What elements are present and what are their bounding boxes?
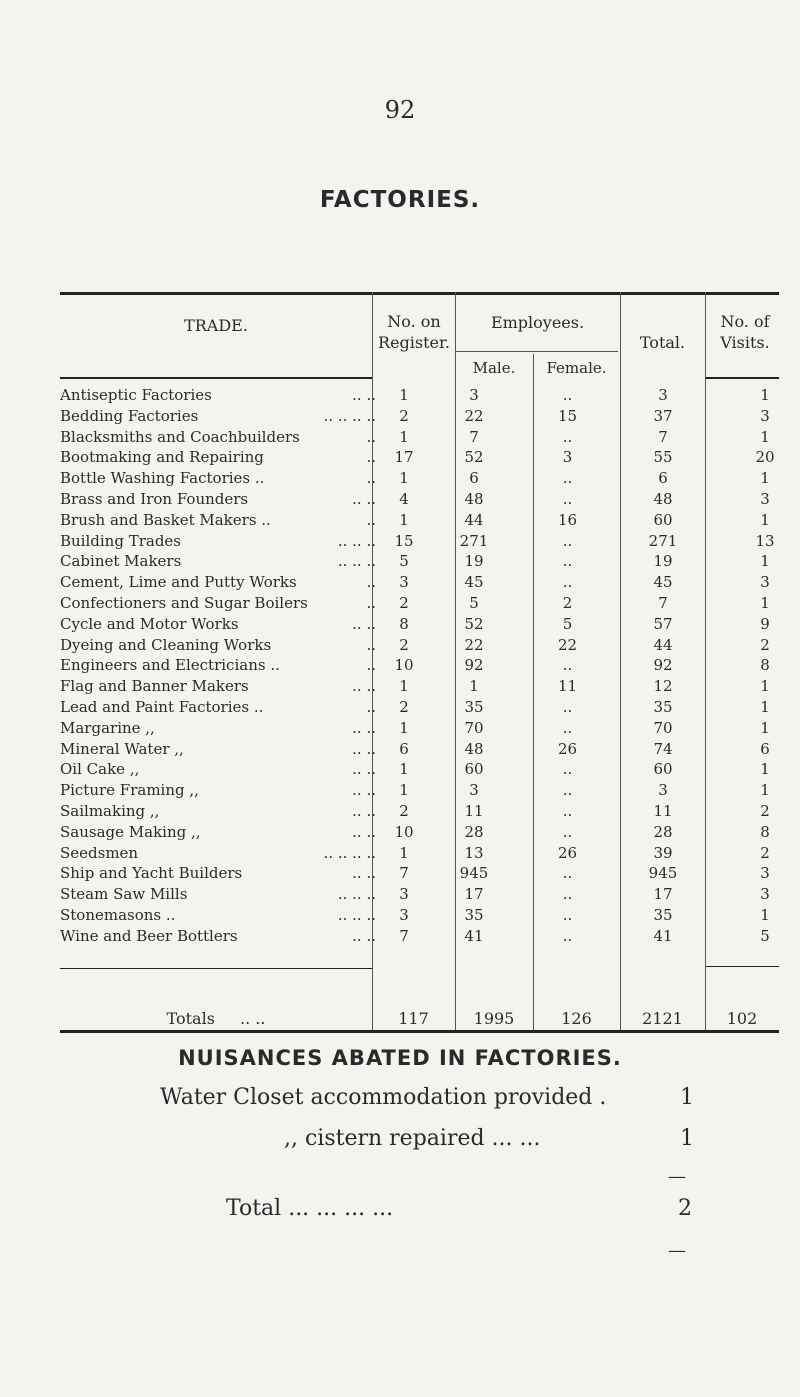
totals-dots: .. .. (240, 1009, 266, 1028)
visits-count: 6 (760, 739, 770, 758)
register-count: 2 (399, 802, 409, 820)
leader-dots: .. (366, 469, 376, 488)
leader-dots: .. (366, 698, 376, 716)
table-row (60, 593, 780, 614)
total-count: 37 (653, 406, 673, 425)
female-count: .. (562, 698, 573, 716)
visits-count: 20 (755, 448, 775, 467)
trade-cell (60, 551, 376, 572)
visits-count: 1 (760, 427, 770, 446)
female-count: 11 (557, 677, 578, 696)
table-row (60, 447, 780, 468)
register-count: 2 (399, 594, 409, 612)
header-visits: No. of Visits. (720, 312, 770, 352)
total-count: 28 (653, 822, 673, 841)
table-row (60, 801, 780, 822)
total-count: 35 (653, 698, 673, 716)
visits-count: 1 (760, 718, 770, 737)
trade-name: Lead and Paint Factories .. (60, 698, 264, 716)
male-count: 1 (469, 677, 479, 696)
female-count: .. (562, 760, 573, 779)
table-row (60, 905, 780, 926)
female-count: .. (562, 656, 573, 675)
male-count: 48 (464, 490, 484, 508)
register-count: 1 (399, 843, 409, 862)
trade-cell (60, 635, 376, 656)
trade-name: Oil Cake ,, (60, 760, 140, 779)
table-row (60, 822, 780, 843)
trade-name: Building Trades (60, 531, 182, 550)
register-count: 3 (399, 885, 409, 904)
total-count: 48 (653, 490, 673, 508)
trade-name: Mineral Water ,, (60, 739, 184, 758)
visits-count: 1 (760, 510, 770, 529)
visits-count: 1 (760, 698, 770, 716)
trade-cell (60, 406, 376, 427)
visits-count: 1 (760, 469, 770, 488)
trade-name: Picture Framing ,, (60, 781, 199, 800)
register-count: 17 (394, 448, 414, 467)
total-count: 55 (653, 448, 673, 467)
female-count: 26 (557, 843, 578, 862)
table-row (60, 655, 780, 676)
register-count: 1 (399, 510, 409, 529)
table-row (60, 551, 780, 572)
visits-count: 8 (760, 822, 770, 841)
register-count: 7 (399, 926, 409, 945)
register-count: 2 (399, 698, 409, 716)
trade-cell (60, 780, 376, 801)
male-count: 52 (464, 614, 484, 633)
table-row (60, 718, 780, 739)
header-total: Total. (639, 333, 686, 352)
total-count: 60 (653, 760, 673, 779)
male-count: 22 (464, 406, 484, 425)
leader-dots: .. .. (352, 386, 376, 404)
register-count: 1 (399, 677, 409, 696)
register-count: 5 (399, 552, 409, 571)
female-count: .. (562, 906, 573, 924)
register-count: 2 (399, 406, 409, 425)
trade-cell (60, 572, 376, 593)
visits-count: 1 (760, 677, 770, 696)
register-count: 7 (399, 864, 409, 883)
trade-name: Stonemasons .. (60, 906, 176, 924)
leader-dots: .. .. (352, 718, 376, 737)
header-rule-trade (60, 377, 372, 379)
leader-dots: .. (366, 427, 376, 446)
trade-name: Bottle Washing Factories .. (60, 469, 265, 488)
trade-name: Blacksmiths and Coachbuilders (60, 427, 300, 446)
total-count: 70 (653, 718, 673, 737)
trade-cell (60, 863, 376, 884)
totals-visits: 102 (726, 1009, 758, 1028)
total-count: 7 (658, 594, 668, 612)
register-count: 2 (399, 635, 409, 654)
totals-rule-trade (60, 968, 372, 969)
male-count: 3 (469, 386, 479, 404)
visits-count: 1 (760, 386, 770, 404)
trade-name: Flag and Banner Makers (60, 677, 249, 696)
nuisance-label: Water Closet accommodation provided . (160, 1085, 607, 1110)
trade-cell (60, 843, 376, 864)
male-count: 19 (464, 552, 484, 571)
visits-count: 1 (760, 594, 770, 612)
male-count: 5 (469, 594, 479, 612)
male-count: 44 (464, 510, 484, 529)
trade-cell (60, 531, 376, 552)
male-count: 92 (464, 656, 484, 675)
trade-name: Ship and Yacht Builders (60, 864, 243, 883)
leader-dots: .. (366, 573, 376, 592)
leader-dots: .. .. .. (337, 885, 376, 904)
male-count: 945 (459, 864, 489, 883)
visits-count: 3 (760, 406, 770, 425)
table-row (60, 406, 780, 427)
visits-count: 2 (760, 802, 770, 820)
trade-name: Bedding Factories (60, 406, 199, 425)
trade-cell (60, 801, 376, 822)
female-count: 26 (557, 739, 578, 758)
total-count: 271 (648, 531, 678, 550)
total-count: 17 (653, 885, 673, 904)
total-count: 12 (653, 677, 673, 696)
table-row (60, 510, 780, 531)
table-row (60, 780, 780, 801)
leader-dots: .. (366, 448, 376, 467)
visits-count: 2 (760, 635, 770, 654)
register-count: 10 (394, 822, 414, 841)
female-count: .. (562, 490, 573, 508)
leader-dots: .. (366, 656, 376, 675)
leader-dots: .. .. (352, 864, 376, 883)
trade-cell (60, 489, 376, 510)
total-count: 45 (653, 573, 673, 592)
table-row (60, 739, 780, 760)
register-count: 10 (394, 656, 414, 675)
leader-dots: .. (366, 594, 376, 612)
nuisance-value: 1 (680, 1126, 694, 1151)
visits-count: 5 (760, 926, 770, 945)
nuisance-value: 1 (680, 1085, 694, 1110)
trade-cell (60, 510, 376, 531)
leader-dots: .. .. (352, 677, 376, 696)
male-count: 11 (464, 802, 484, 820)
trade-name: Cycle and Motor Works (60, 614, 239, 633)
register-count: 1 (399, 760, 409, 779)
trade-cell (60, 884, 376, 905)
total-count: 41 (653, 926, 673, 945)
female-count: .. (562, 926, 573, 945)
leader-dots: .. .. (352, 760, 376, 779)
nuisance-label: ,, cistern repaired ... ... (284, 1126, 541, 1151)
register-count: 15 (394, 531, 414, 550)
register-count: 1 (399, 469, 409, 488)
register-count: 4 (399, 490, 409, 508)
total-count: 74 (653, 739, 673, 758)
male-count: 45 (464, 573, 484, 592)
trade-cell (60, 468, 376, 489)
total-count: 57 (653, 614, 673, 633)
leader-dots: .. .. .. .. (323, 843, 376, 862)
female-count: 3 (562, 448, 573, 467)
trade-cell (60, 739, 376, 760)
trade-cell (60, 655, 376, 676)
female-count: .. (562, 718, 573, 737)
visits-count: 8 (760, 656, 770, 675)
trade-name: Sausage Making ,, (60, 822, 201, 841)
table-row (60, 635, 780, 656)
leader-dots: .. .. (352, 926, 376, 945)
trade-cell (60, 385, 376, 406)
visits-count: 1 (760, 552, 770, 571)
trade-cell (60, 427, 376, 448)
female-count: 5 (562, 614, 573, 633)
female-count: .. (562, 386, 573, 404)
table-row (60, 676, 780, 697)
female-count: .. (562, 531, 573, 550)
male-count: 22 (464, 635, 484, 654)
trade-name: Antiseptic Factories (60, 386, 212, 404)
leader-dots: .. .. (352, 614, 376, 633)
total-count: 35 (653, 906, 673, 924)
female-count: 16 (557, 510, 578, 529)
trade-name: Wine and Beer Bottlers (60, 926, 238, 945)
table-bottom-rule (60, 1030, 779, 1033)
totals-male: 1995 (473, 1009, 515, 1028)
female-count: .. (562, 822, 573, 841)
trade-cell (60, 926, 376, 947)
trade-cell (60, 822, 376, 843)
total-count: 92 (653, 656, 673, 675)
trade-cell (60, 447, 376, 468)
leader-dots: .. .. .. .. (323, 406, 376, 425)
visits-count: 3 (760, 490, 770, 508)
trade-cell (60, 759, 376, 780)
male-count: 3 (469, 781, 479, 800)
page-number: 92 (384, 96, 416, 124)
trade-cell (60, 593, 376, 614)
male-count: 35 (464, 906, 484, 924)
table-row (60, 572, 780, 593)
total-count: 3 (658, 781, 668, 800)
visits-count: 3 (760, 885, 770, 904)
trade-name: Confectioners and Sugar Boilers (60, 594, 308, 612)
trade-cell (60, 905, 376, 926)
table-row (60, 843, 780, 864)
male-count: 52 (464, 448, 484, 467)
register-count: 3 (399, 906, 409, 924)
register-count: 6 (399, 739, 409, 758)
totals-register: 117 (398, 1009, 429, 1028)
female-count: .. (562, 781, 573, 800)
trade-name: Seedsmen (60, 843, 139, 862)
visits-count: 1 (760, 906, 770, 924)
female-count: .. (562, 427, 573, 446)
male-count: 60 (464, 760, 484, 779)
header-male: Male. (472, 359, 516, 377)
leader-dots: .. (366, 635, 376, 654)
header-employees: Employees. (490, 313, 585, 332)
register-count: 8 (399, 614, 409, 633)
leader-dots: .. .. (352, 490, 376, 508)
totals-total: 2121 (642, 1009, 683, 1028)
nuisance-total-value: 2 (678, 1196, 692, 1221)
leader-dots: .. .. (352, 781, 376, 800)
male-count: 7 (469, 427, 479, 446)
visits-count: 3 (760, 864, 770, 883)
leader-dots: .. .. (352, 802, 376, 820)
nuisances-title: NUISANCES ABATED IN FACTORIES. (178, 1046, 622, 1070)
male-count: 13 (464, 843, 484, 862)
female-count: 2 (562, 594, 573, 612)
total-count: 11 (653, 802, 673, 820)
register-count: 1 (399, 427, 409, 446)
male-count: 17 (464, 885, 484, 904)
page-title: FACTORIES. (319, 187, 481, 213)
totals-label-cell (60, 1009, 372, 1028)
totals-rule-visits (705, 966, 779, 967)
employees-subrule (455, 351, 618, 352)
trade-cell (60, 718, 376, 739)
table-row (60, 863, 780, 884)
trade-cell (60, 614, 376, 635)
visits-count: 1 (760, 760, 770, 779)
female-count: .. (562, 802, 573, 820)
female-count: .. (562, 885, 573, 904)
female-count: 22 (557, 635, 578, 654)
table-row (60, 489, 780, 510)
totals-female: 126 (561, 1009, 592, 1028)
visits-count: 13 (755, 531, 775, 550)
visits-count: 9 (760, 614, 770, 633)
nuisance-total-label: Total ... ... ... ... (226, 1196, 394, 1221)
header-female: Female. (546, 359, 607, 377)
trade-name: Bootmaking and Repairing (60, 448, 264, 467)
trade-name: Dyeing and Cleaning Works (60, 635, 272, 654)
trade-cell (60, 697, 376, 718)
total-count: 3 (658, 386, 668, 404)
visits-count: 2 (760, 843, 770, 862)
total-count: 19 (653, 552, 673, 571)
register-count: 3 (399, 573, 409, 592)
male-count: 41 (464, 926, 484, 945)
register-count: 1 (399, 386, 409, 404)
visits-count: 1 (760, 781, 770, 800)
trade-name: Brush and Basket Makers .. (60, 510, 271, 529)
table-row (60, 427, 780, 448)
totals-label: Totals (166, 1009, 215, 1028)
sum-rule: — (668, 1166, 686, 1187)
female-count: 15 (557, 406, 578, 425)
total-count: 60 (653, 510, 673, 529)
male-count: 70 (464, 718, 484, 737)
trade-cell (60, 676, 376, 697)
leader-dots: .. (366, 510, 376, 529)
header-trade: TRADE. (184, 316, 248, 335)
visits-count: 3 (760, 573, 770, 592)
total-count: 6 (658, 469, 668, 488)
male-count: 48 (464, 739, 484, 758)
total-count: 44 (653, 635, 673, 654)
total-count: 7 (658, 427, 668, 446)
trade-name: Engineers and Electricians .. (60, 656, 280, 675)
table-row (60, 531, 780, 552)
table-row (60, 614, 780, 635)
male-count: 28 (464, 822, 484, 841)
trade-name: Sailmaking ,, (60, 802, 160, 820)
table-top-rule (60, 292, 779, 295)
trade-name: Cement, Lime and Putty Works (60, 573, 297, 592)
header-rule-visits (705, 377, 779, 379)
leader-dots: .. .. (352, 739, 376, 758)
register-count: 1 (399, 718, 409, 737)
table-row (60, 468, 780, 489)
trade-name: Cabinet Makers (60, 552, 182, 571)
register-count: 1 (399, 781, 409, 800)
total-count: 945 (648, 864, 678, 883)
male-count: 6 (469, 469, 479, 488)
leader-dots: .. .. (352, 822, 376, 841)
table-row (60, 759, 780, 780)
trade-name: Brass and Iron Founders (60, 490, 249, 508)
total-count: 39 (653, 843, 673, 862)
female-count: .. (562, 864, 573, 883)
sum-rule: — (668, 1240, 686, 1261)
female-count: .. (562, 552, 573, 571)
female-count: .. (562, 469, 573, 488)
table-row (60, 926, 780, 947)
leader-dots: .. .. .. (337, 552, 376, 571)
table-row (60, 884, 780, 905)
male-count: 35 (464, 698, 484, 716)
female-count: .. (562, 573, 573, 592)
trade-name: Margarine ,, (60, 718, 155, 737)
leader-dots: .. .. .. (337, 531, 376, 550)
male-count: 271 (459, 531, 489, 550)
leader-dots: .. .. .. (337, 906, 376, 924)
header-register: No. on Register. (378, 312, 450, 352)
table-row (60, 385, 780, 406)
table-row (60, 697, 780, 718)
trade-name: Steam Saw Mills (60, 885, 188, 904)
